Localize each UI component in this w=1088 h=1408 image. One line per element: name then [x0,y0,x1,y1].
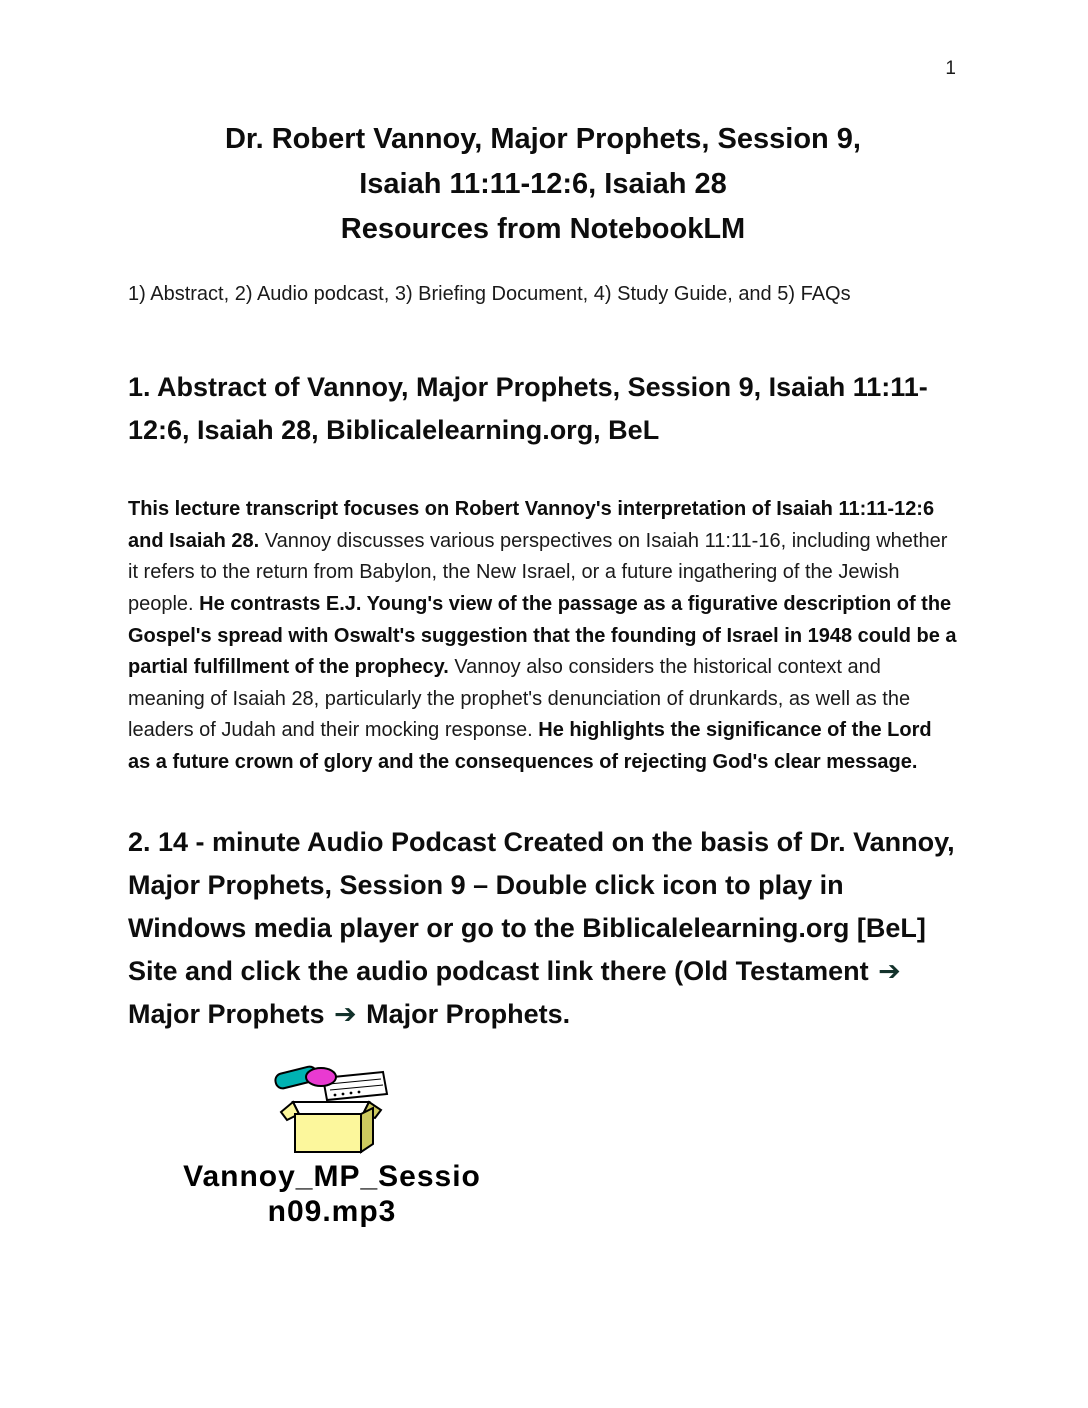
right-arrow-icon: ➔ [878,956,901,988]
podcast-heading-text-2: Major Prophets [128,999,333,1030]
audio-file-label[interactable] [136,1160,528,1229]
abstract-section-heading: 1. Abstract of Vannoy, Major Prophets, Session 9, Isaiah 11:11-12:6, Isaiah 28, Biblicalelearning.org, BeL [128,371,928,445]
title-line-3: Resources from NotebookLM [340,212,746,245]
podcast-heading-text-1: 2. 14 - minute Audio Podcast Created on the basis of Dr. Vannoy, Major Prophets, Session 9 – Double click icon to play in Windows media player or go to the Biblicalelearning.org [BeL] Site and click the audio podcast link there (Old Testament [128,826,955,987]
media-package-icon[interactable] [271,1062,393,1156]
abstract-run-normal-2: Vannoy also considers the historical context and meaning of Isaiah 28, particularly the prophet's denunciation of drunkards, as well as the leaders of Judah and their mocking response. [128,656,911,742]
resources-list-line: 1) Abstract, 2) Audio podcast, 3) Briefing Document, 4) Study Guide, and 5) FAQs [128,282,851,305]
audio-file-shortcut[interactable] [136,1062,528,1229]
abstract-paragraph [128,494,958,778]
page-number: 1 [945,58,956,79]
document-title [128,117,958,252]
podcast-heading-text-3: Major Prophets. [358,999,571,1030]
audio-file-label-line-1[interactable]: Vannoy_MP_Sessio [183,1160,481,1194]
abstract-run-bold-1: This lecture transcript focuses on Robert Vannoy's interpretation of Isaiah 11:11-12:6 and Isaiah 28. [128,498,935,552]
podcast-section-heading [128,821,958,1037]
right-arrow-icon: ➔ [334,999,357,1031]
abstract-run-bold-2: He contrasts E.J. Young's view of the passage as a figurative description of the Gospel's spread with Oswalt's suggestion that the founding of Israel in 1948 could be a partial fulfillment of the prophecy. [128,592,957,679]
abstract-run-normal-1: Vannoy discusses various perspectives on Isaiah 11:11-16, including whether it refers to the return from Babylon, the New Israel, or a future ingathering of the Jewish people. [128,529,948,615]
abstract-run-bold-3: He highlights the significance of the Lord as a future crown of glory and the consequences of rejecting God's clear message. [128,719,932,773]
audio-file-label-line-2[interactable]: n09.mp3 [267,1194,397,1228]
title-line-2: Isaiah 11:11-12:6, Isaiah 28 [359,167,727,200]
title-line-1: Dr. Robert Vannoy, Major Prophets, Session 9, [224,123,861,155]
